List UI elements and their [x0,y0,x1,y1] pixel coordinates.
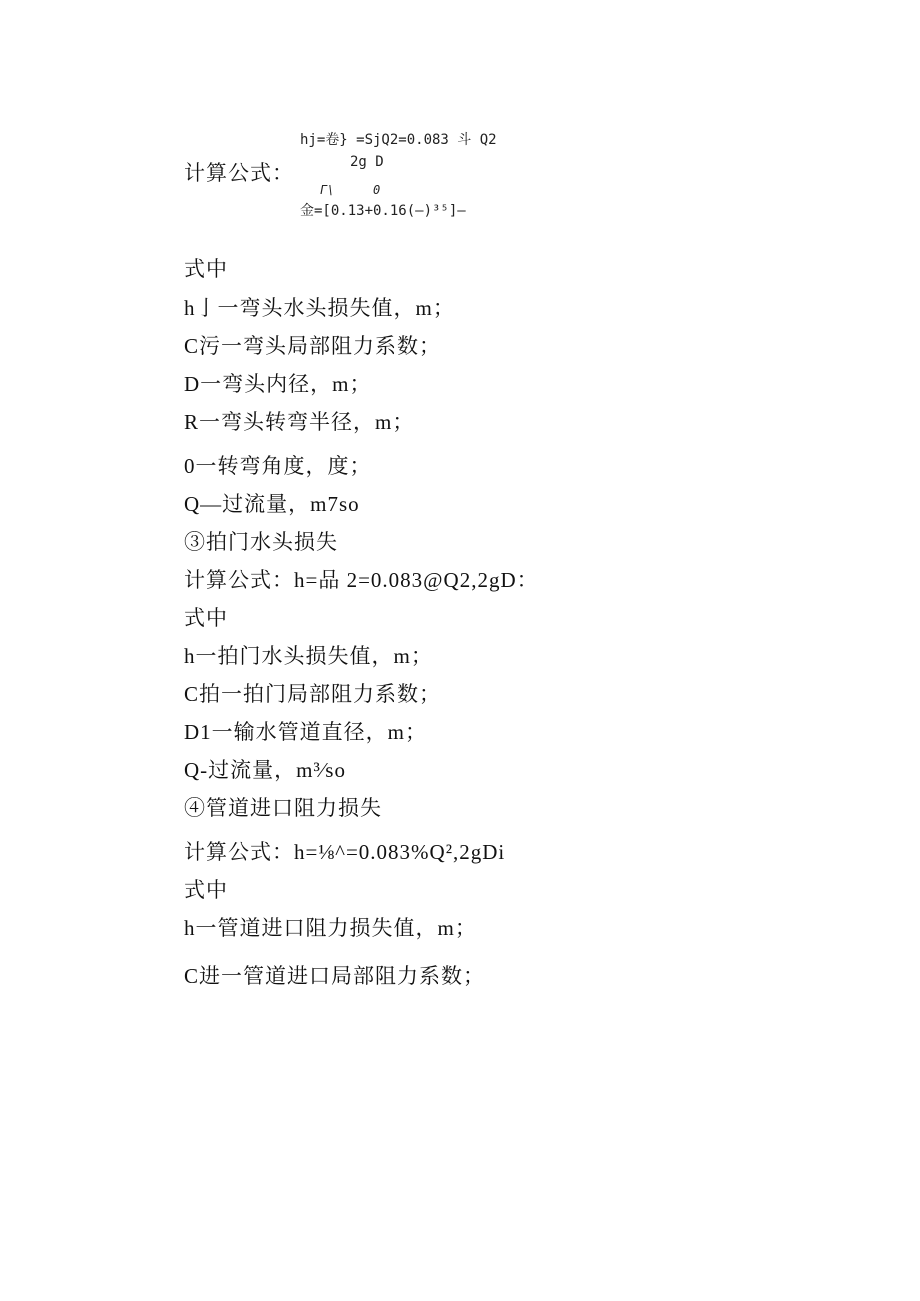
text-line-9: 计算公式：h=品 2=0.083@Q2,2gD： [184,568,539,592]
formula-line-2: 2g D [350,154,384,170]
text-line-12: C拍一拍门局部阻力系数； [184,682,442,706]
text-line-7: Q—过流量，m7so [184,492,360,516]
formula-label: 计算公式： [184,161,294,185]
section-heading-4: ④管道进口阻力损失 [184,796,382,820]
text-line-17: 式中 [184,878,228,902]
text-line-14: Q-过流量，m³⁄so [184,758,346,782]
text-line-6: 0一转弯角度，度； [184,454,372,478]
text-line-4: D一弯头内径，m； [184,372,372,396]
text-line-5: R一弯头转弯半径，m； [184,410,415,434]
text-line-11: h一拍门水头损失值，m； [184,644,433,668]
text-line-18: h一管道进口阻力损失值，m； [184,916,477,940]
text-line-2: h亅一弯头水头损失值，m； [184,296,455,320]
text-line-10: 式中 [184,606,228,630]
text-line-13: D1一输水管道直径，m； [184,720,427,744]
text-line-1: 式中 [184,257,228,281]
text-line-16: 计算公式：h=⅛^=0.083%Q²,2gDi [184,840,506,864]
formula-line-1: hj=卷} =SjQ2=0.083 斗 Q2 [300,132,497,148]
formula-line-4: 金=[0.13+0.16(—)³⁵]— [300,203,466,219]
text-line-3: C污一弯头局部阻力系数； [184,334,442,358]
section-heading-3: ③拍门水头损失 [184,530,338,554]
formula-line-3b: 0 [373,183,381,197]
formula-line-3a: Γ\ [320,183,335,197]
text-line-19: C进一管道进口局部阻力系数； [184,964,486,988]
